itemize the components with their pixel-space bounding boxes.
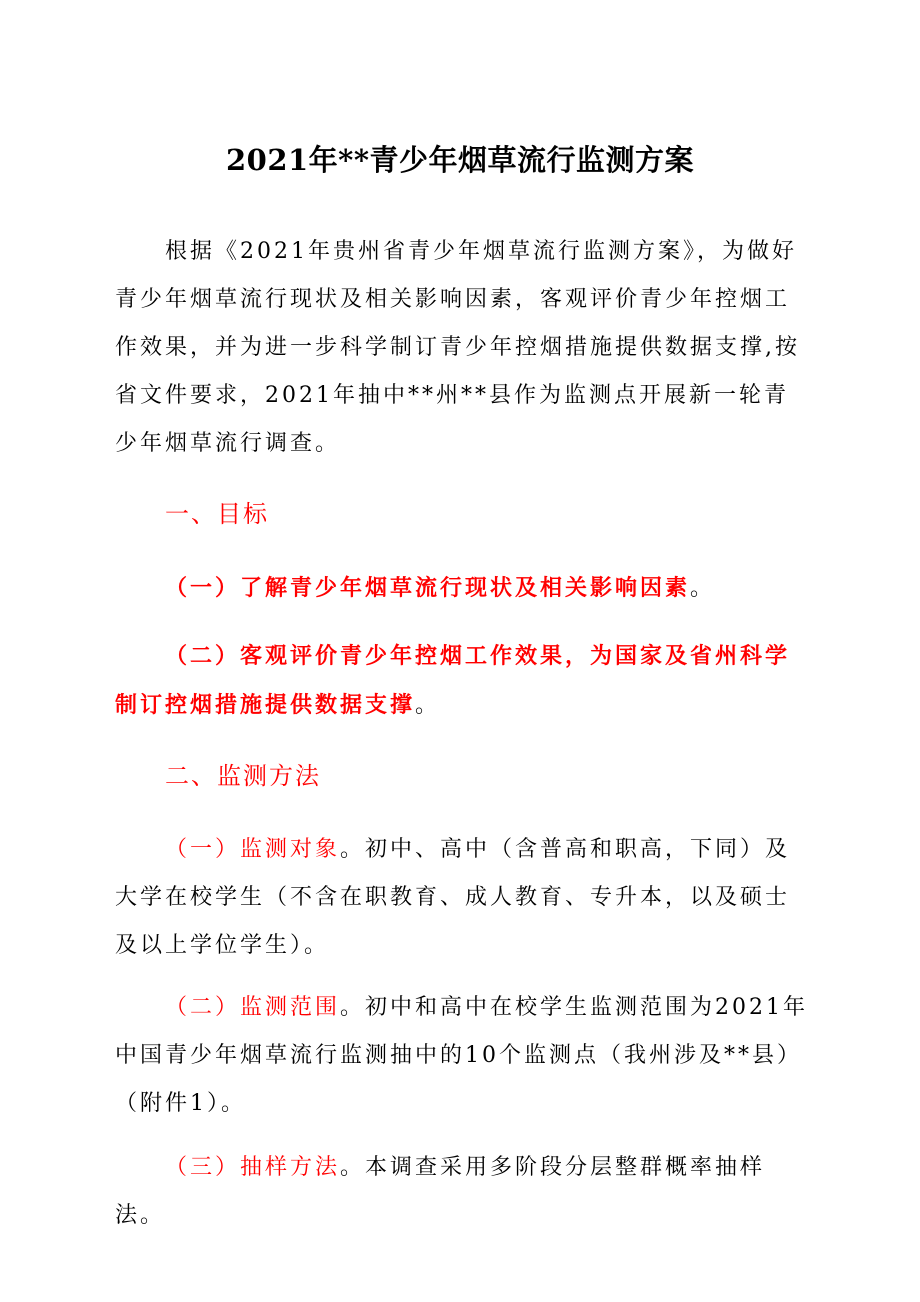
method-item-3-label: （三）抽样方法 [165,1155,341,1180]
method-item-2-text: 。初中和高中在校学生监测范围为2021年中国青少年烟草流行监测抽中的10个监测点（我州涉及**县）（附件1）。 [115,995,809,1116]
method-item-3 [115,1144,810,1240]
goal-item-2 [115,632,810,730]
method-item-2 [115,984,810,1128]
goal-item-1-end: 。 [690,576,716,601]
method-item-1 [115,826,810,970]
goal-item-2-text: （二）客观评价青少年控烟工作效果，为国家及省州科学制订控烟措施提供数据支撑 [115,643,791,718]
goal-item-1 [115,564,810,613]
section-1-heading: 一、目标 [165,500,269,528]
goal-item-2-end: 。 [415,693,441,718]
method-item-1-text: 。初中、高中（含普高和职高，下同）及大学在校学生（不含在职教育、成人教育、专升本，以及硕士及以上学位学生）。 [115,837,791,958]
goal-item-1-text: （一）了解青少年烟草流行现状及相关影响因素 [165,575,691,601]
section-2-heading: 二、监测方法 [165,762,321,790]
method-item-1-label: （一）监测对象 [165,837,341,862]
method-item-2-label: （二）监测范围 [165,995,341,1020]
document-title: 2021年**青少年烟草流行监测方案 [225,143,695,177]
method-item-3-text: 。本调查采用多阶段分层整群概率抽样法。 [115,1155,766,1228]
intro-paragraph: 根据《2021年贵州省青少年烟草流行监测方案》，为做好青少年烟草流行现状及相关影响因素，客观评价青少年控烟工作效果，并为进一步科学制订青少年控烟措施提供数据支撑,按省文件要求，2021年抽中**州**县作为监测点开展新一轮青少年烟草流行调查。 [115,239,800,456]
